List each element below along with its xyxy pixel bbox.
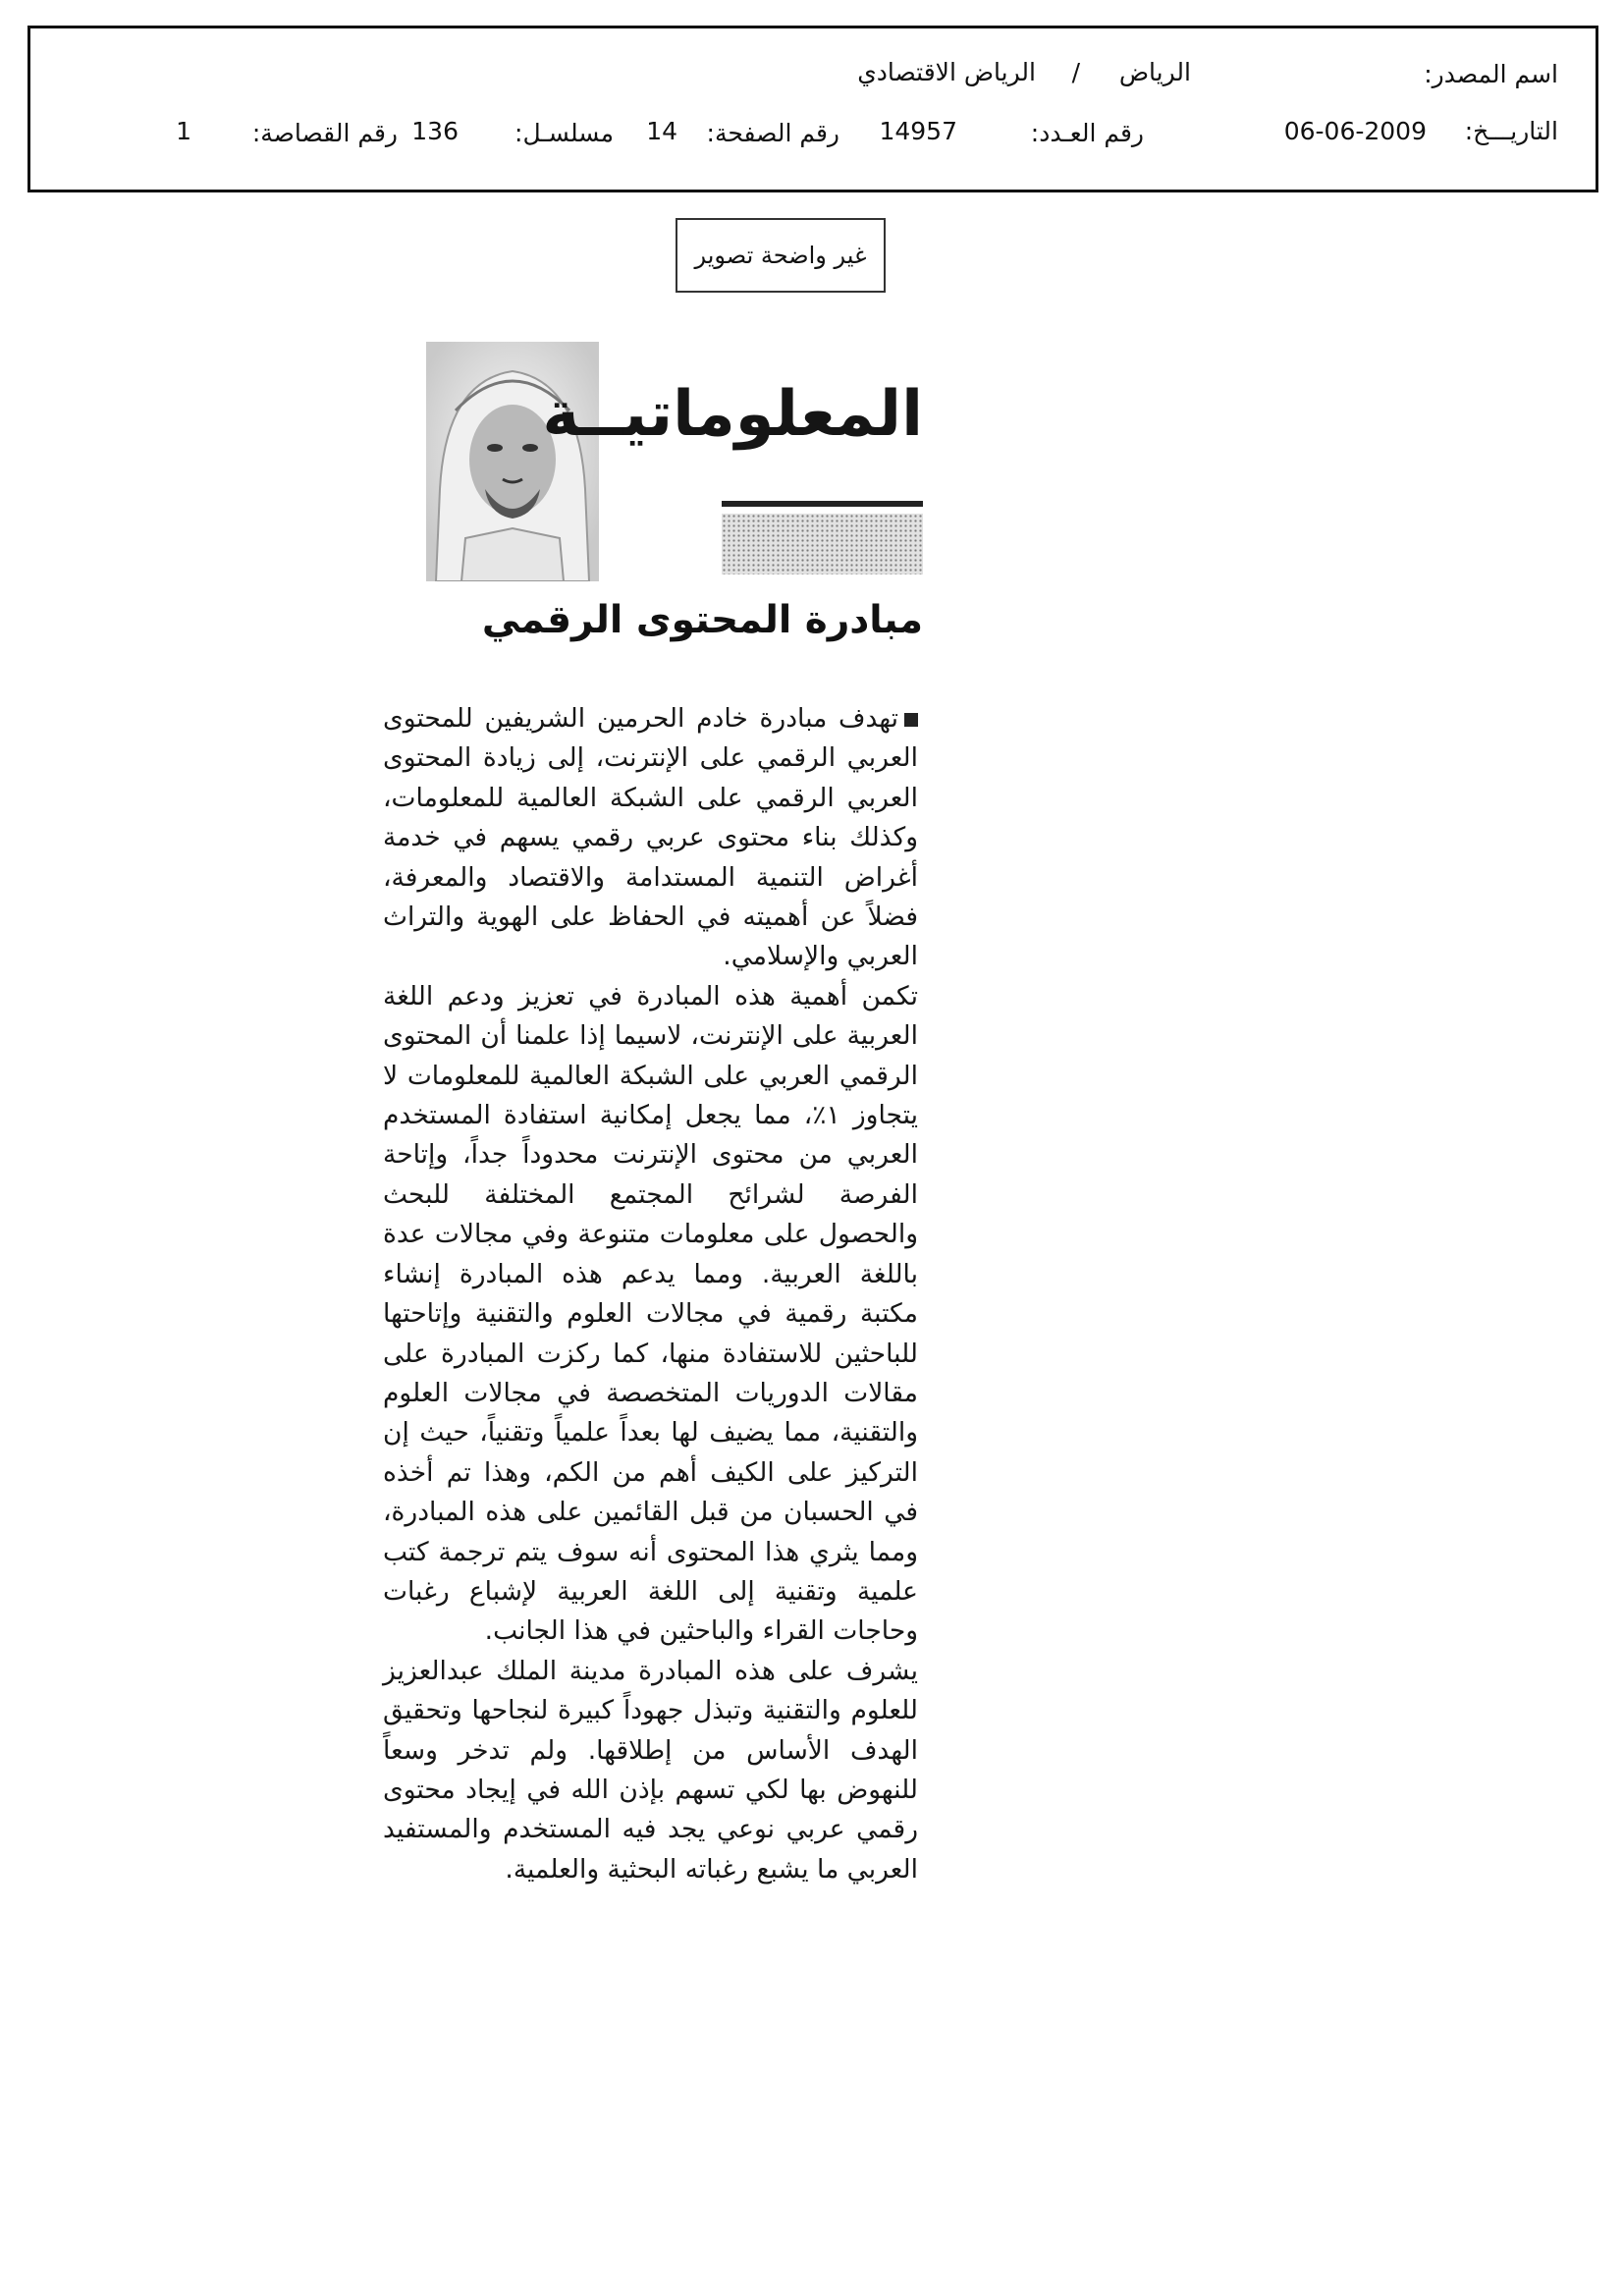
masthead-rule xyxy=(722,501,923,507)
source-label: اسم المصدر: xyxy=(1424,60,1558,88)
article-paragraph: يشرف على هذه المبادرة مدينة الملك عبدالعزيز للعلوم والتقنية وتبذل جهوداً كبيرة لنجاحها وتحقيق الهدف الأساس من إطلاقها. ولم تدخر وسعاً للنهوض بها لكي تسهم بإذن الله في إيجاد محتوى رقمي عربي نوعي يجد فيه المستخدم والمستفيد العربي ما يشبع رغباته البحثية والعلمية. xyxy=(383,1655,918,1885)
article-body xyxy=(383,699,923,1889)
date-value: 06-06-2009 xyxy=(1283,117,1427,145)
page-label: رقم الصفحة: xyxy=(706,119,839,147)
date-label: التاريـــخ: xyxy=(1464,117,1558,145)
column-masthead xyxy=(383,339,933,584)
masthead-halftone-band xyxy=(722,514,923,574)
serial-value: 136 xyxy=(411,117,459,145)
clipping-header xyxy=(27,26,1598,192)
clip-value: 1 xyxy=(176,117,191,145)
source-city: الرياض xyxy=(1118,58,1191,86)
newspaper-clipping xyxy=(383,339,933,1889)
article-title: مبادرة المحتوى الرقمي xyxy=(481,598,923,642)
clip-label: رقم القصاصة: xyxy=(251,119,398,147)
paragraph-bullet-icon xyxy=(904,713,918,727)
page-value: 14 xyxy=(646,117,677,145)
unclear-scan-notice: غير واضحة تصوير xyxy=(676,218,886,293)
article-paragraph: تكمن أهمية هذه المبادرة في تعزيز ودعم اللغة العربية على الإنترنت، لاسيما إذا علمنا أن المحتوى الرقمي العربي على الشبكة العالمية للمعلومات لا يتجاوز ١٪، مما يجعل إمكانية استفادة المستخدم العربي من محتوى الإنترنت محدوداً جداً، وإتاحة الفرصة لشرائح المجتمع المختلفة للبحث والحصول على معلومات متنوعة وفي مجالات عدة باللغة العربية. ومما يدعم هذه المبادرة إنشاء مكتبة رقمية في مجالات العلوم والتقنية وإتاحتها للباحثين للاستفادة منها، كما ركزت المبادرة على مقالات الدوريات المتخصصة في مجالات العلوم والتقنية، مما يضيف لها بعداً علمياً وتقنياً، حيث إن التركيز على الكيف أهم من الكم، وهذا تم أخذه في الحسبان من قبل القائمين على هذه المبادرة، ومما يثري هذا المحتوى أنه سوف يتم ترجمة كتب علمية وتقنية إلى اللغة العربية لإشباع رغبات وحاجات القراء والباحثين في هذا الجانب. xyxy=(383,980,918,1647)
article-paragraph: تهدف مبادرة خادم الحرمين الشريفين للمحتوى العربي الرقمي على الإنترنت، إلى زيادة المحتوى العربي الرقمي على الشبكة العالمية للمعلومات، وكذلك بناء محتوى عربي رقمي يسهم في خدمة أغراض التنمية المستدامة والاقتصاد والمعرفة، فضلاً عن أهميته في الحفاظ على الهوية والتراث العربي والإسلامي. xyxy=(383,703,918,972)
issue-value: 14957 xyxy=(879,117,957,145)
column-name: المعلوماتيــة xyxy=(542,378,923,451)
issue-label: رقم العـدد: xyxy=(1030,119,1144,147)
serial-label: مسلسـل: xyxy=(514,119,614,147)
source-separator: / xyxy=(1071,58,1080,86)
source-section: الرياض الاقتصادي xyxy=(857,58,1036,86)
